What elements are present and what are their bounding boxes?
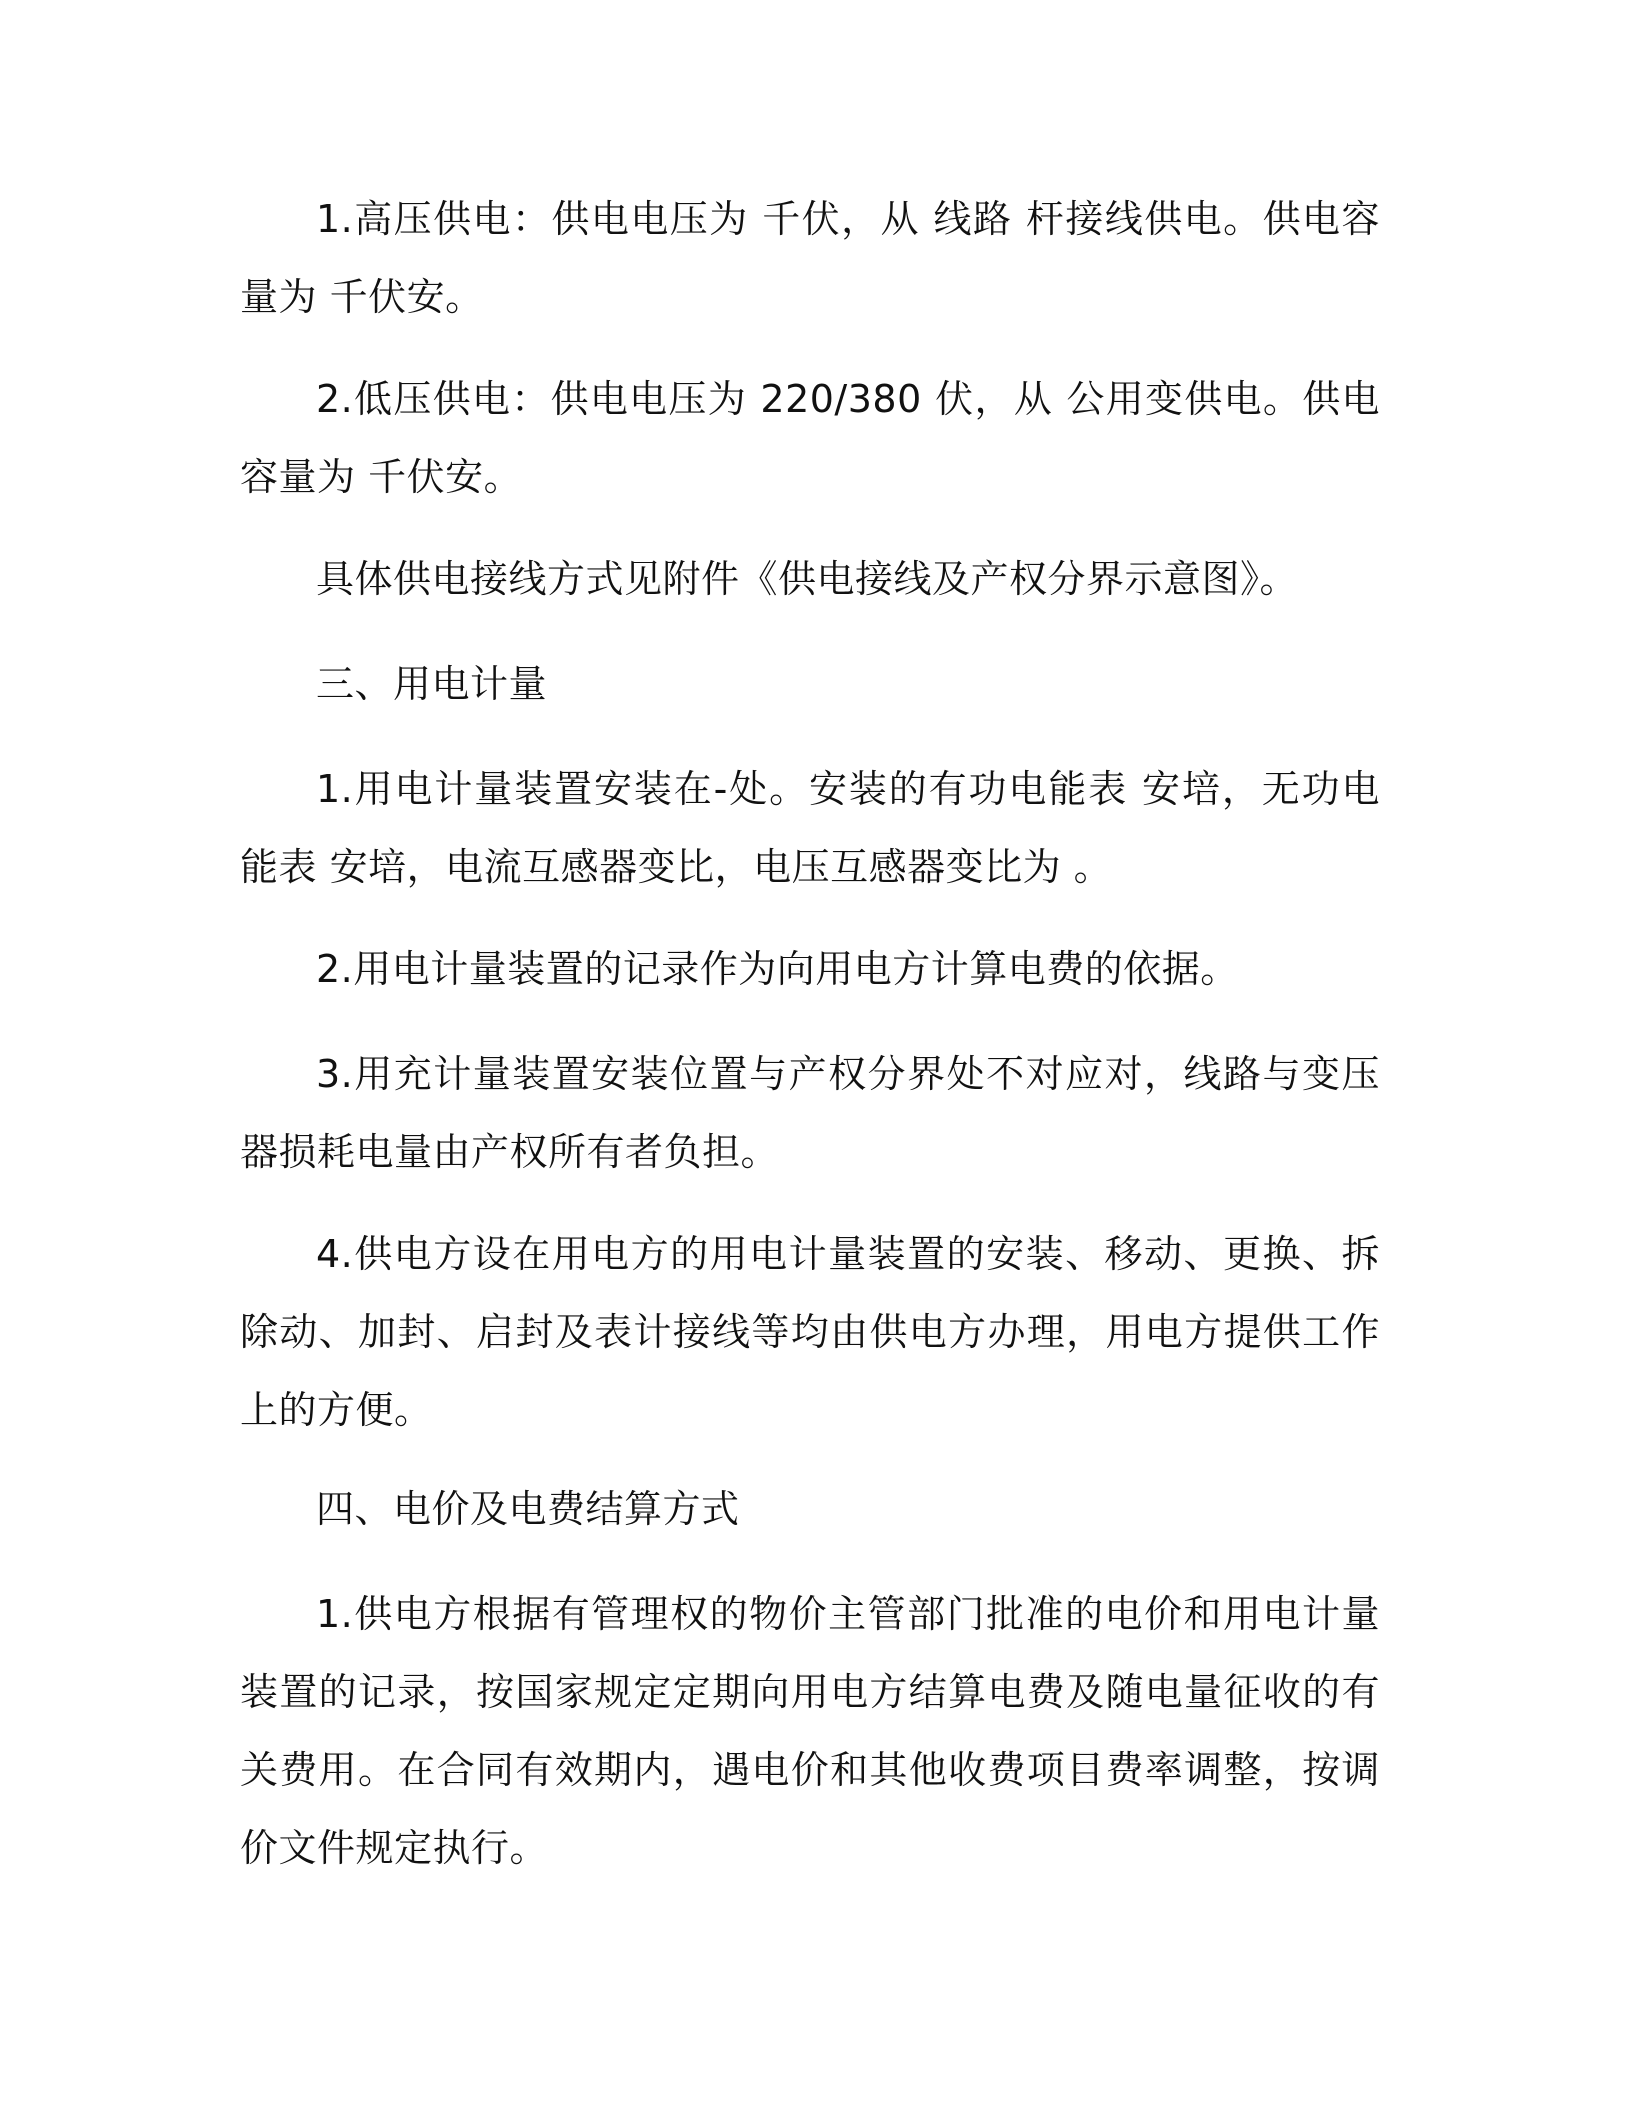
paragraph-high-voltage-supply: 1.高压供电：供电电压为 千伏，从 线路 杆接线供电。供电容量为 千伏安。 xyxy=(240,197,1380,319)
paragraph-metering-handling: 4.供电方设在用电方的用电计量装置的安装、移动、更换、拆除动、加封、启封及表计接线等均由供电方办理，用电方提供工作上的方便。 xyxy=(240,1232,1380,1432)
paragraph-wiring-attachment: 具体供电接线方式见附件《供电接线及产权分界示意图》。 xyxy=(316,557,1299,601)
paragraph-billing: 1.供电方根据有管理权的物价主管部门批准的电价和用电计量装置的记录，按国家规定定期向用电方结算电费及随电量征收的有关费用。在合同有效期内，遇电价和其他收费项目费率调整，按调价文件规定执行。 xyxy=(240,1592,1380,1870)
paragraph-metering-record: 2.用电计量装置的记录作为向用电方计算电费的依据。 xyxy=(316,947,1239,991)
paragraph-metering-loss: 3.用充计量装置安装位置与产权分界处不对应对，线路与变压器损耗电量由产权所有者负担。 xyxy=(240,1052,1380,1174)
section-heading-pricing: 四、电价及电费结算方式 xyxy=(316,1487,740,1531)
paragraph-low-voltage-supply: 2.低压供电：供电电压为 220/380 伏，从 公用变供电。供电容量为 千伏安。 xyxy=(240,377,1380,499)
paragraph-metering-installation: 1.用电计量装置安装在-处。安装的有功电能表 安培，无功电能表 安培，电流互感器变比，电压互感器变比为 。 xyxy=(240,767,1380,889)
section-heading-metering: 三、用电计量 xyxy=(316,662,548,706)
